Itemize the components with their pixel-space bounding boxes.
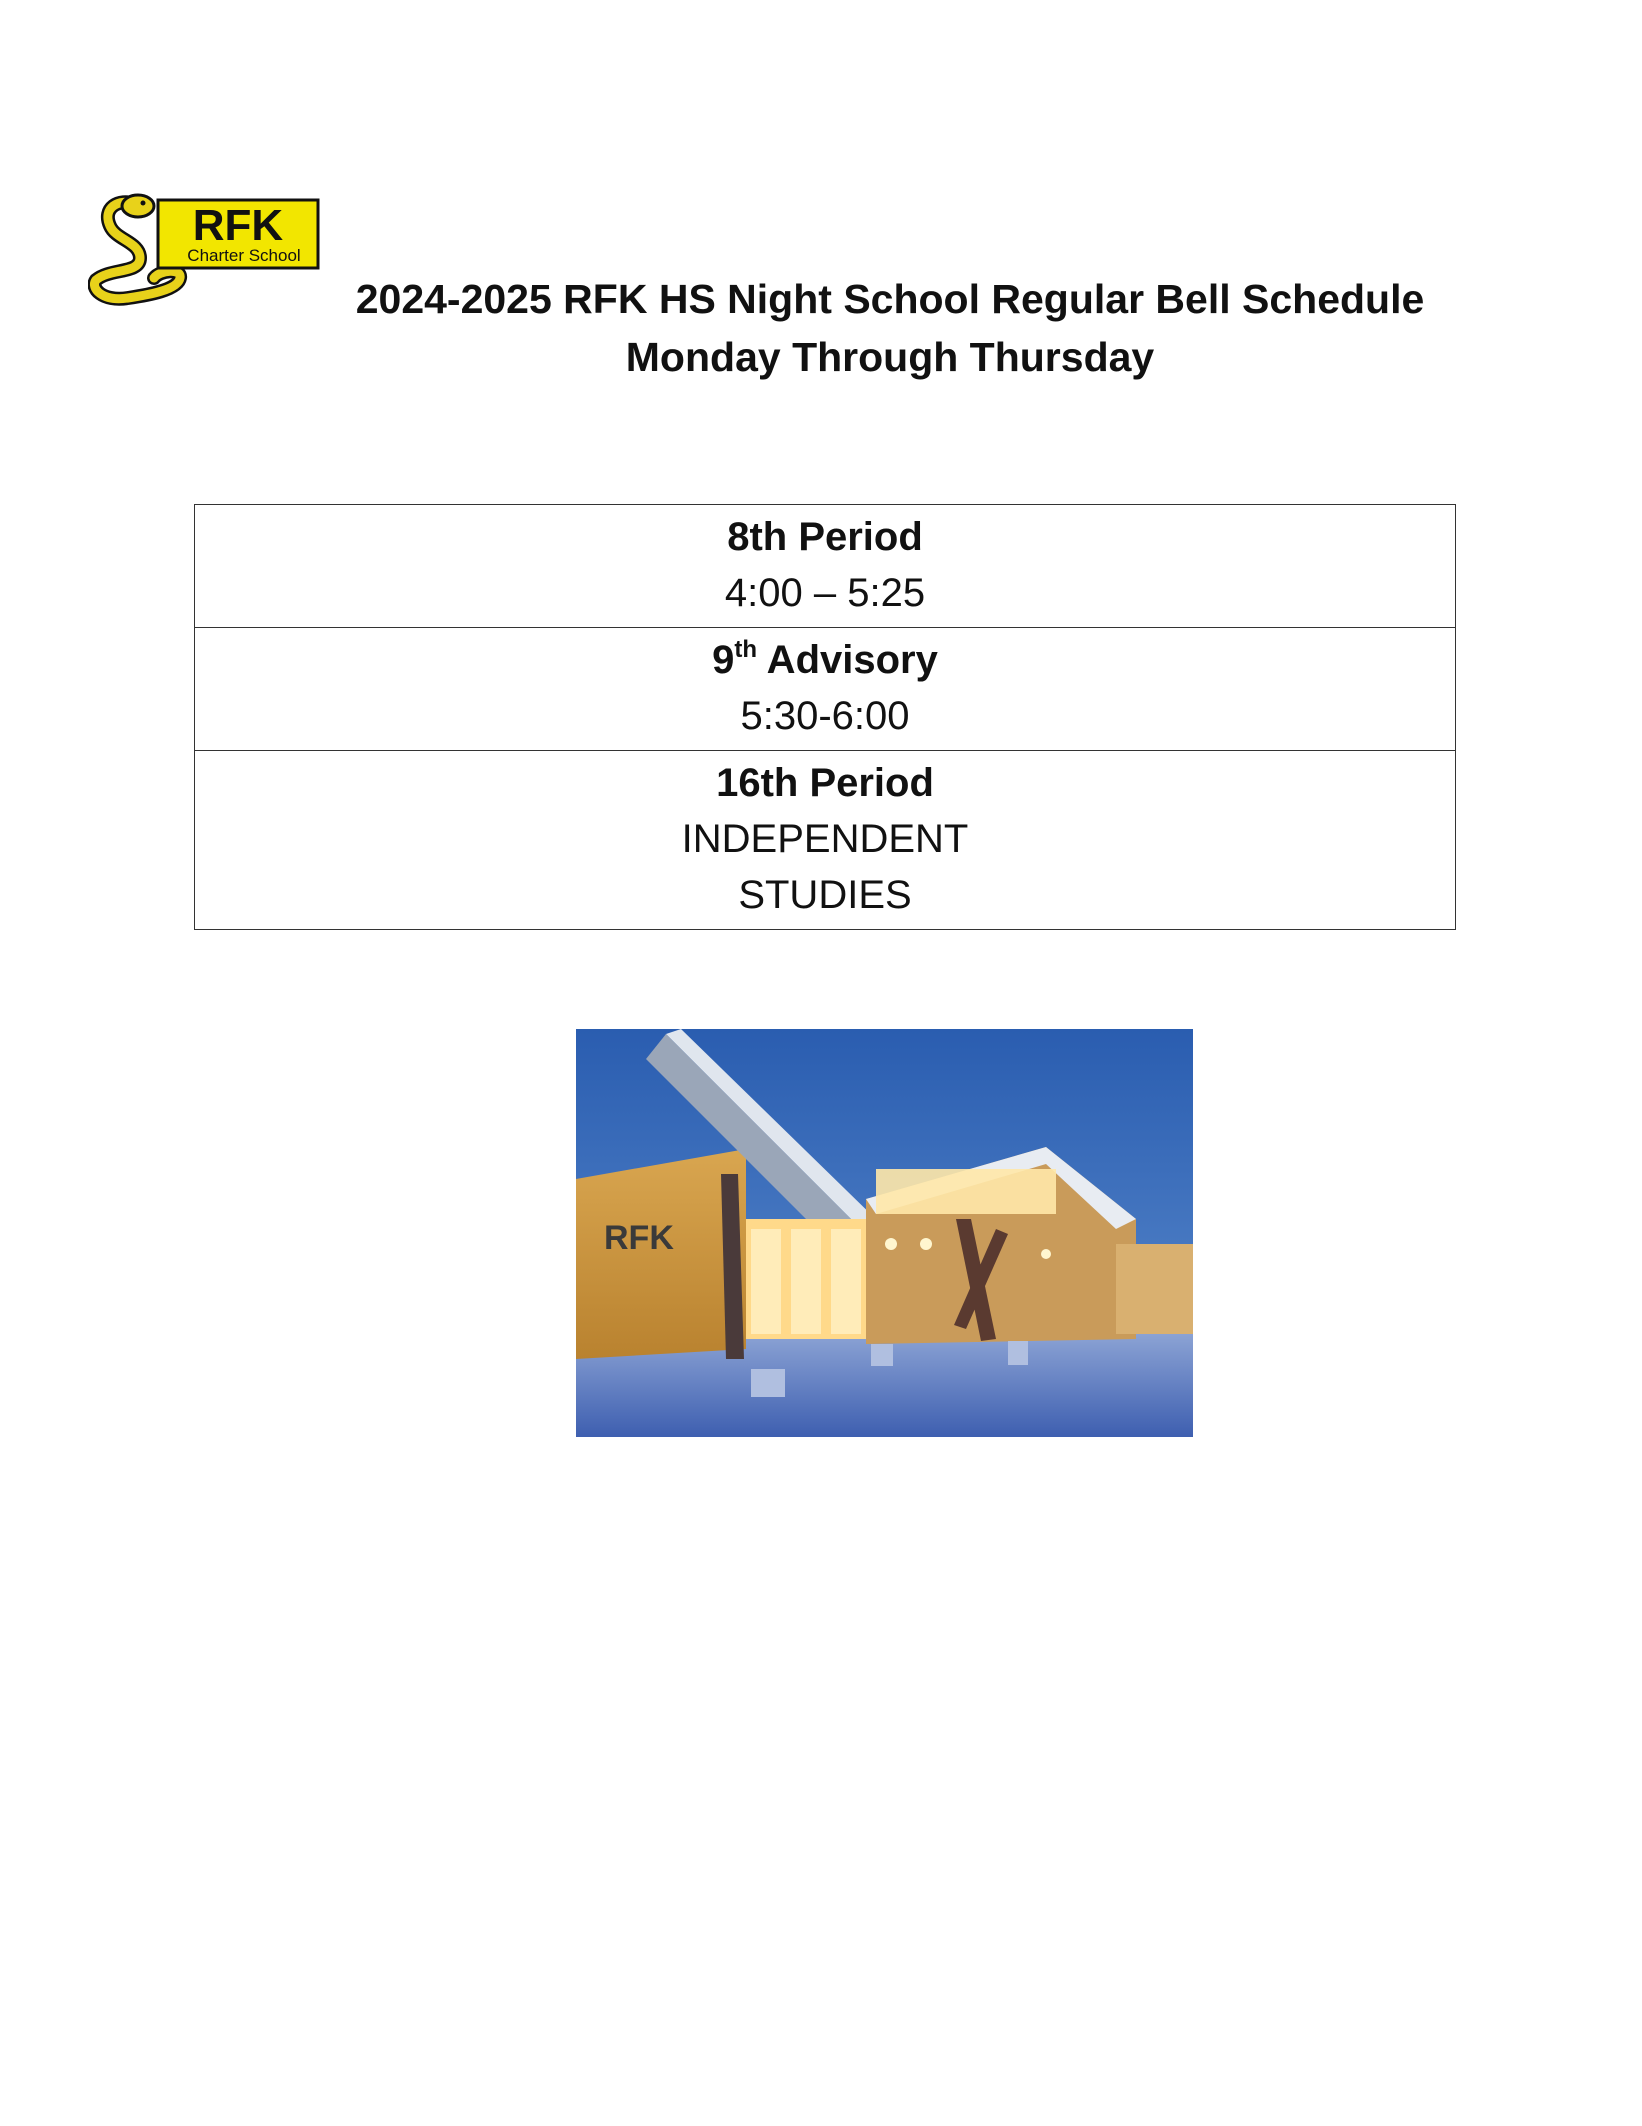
table-row <box>195 505 1456 628</box>
title-line-1: 2024-2025 RFK HS Night School Regular Bell Schedule <box>355 276 1425 322</box>
period-name: 16th Period <box>716 761 934 805</box>
period-time: 4:00 – 5:25 <box>724 571 926 615</box>
schedule-cell <box>195 505 1456 628</box>
period-name: 8th Period <box>727 515 923 559</box>
logo-main-text: RFK <box>192 201 284 250</box>
schedule-cell <box>195 751 1456 930</box>
period-rest: Advisory <box>757 638 938 682</box>
page-title <box>300 270 1480 386</box>
title-line-2: Monday Through Thursday <box>625 334 1155 380</box>
bell-schedule-table <box>194 504 1456 930</box>
period-name <box>195 632 1455 688</box>
logo-sub-text: Charter School <box>187 246 301 265</box>
period-detail-line-1: INDEPENDENT <box>681 817 969 861</box>
period-time: 5:30-6:00 <box>740 694 910 738</box>
school-building-photo <box>576 1029 1193 1437</box>
schedule-cell <box>195 628 1456 751</box>
period-number: 9 <box>712 638 735 682</box>
period-suffix: th <box>734 635 758 663</box>
period-detail-line-2: STUDIES <box>738 873 912 917</box>
table-row <box>195 628 1456 751</box>
table-row <box>195 751 1456 930</box>
rfk-charter-school-logo <box>88 190 324 306</box>
building-sign-text: RFK <box>604 1219 674 1257</box>
